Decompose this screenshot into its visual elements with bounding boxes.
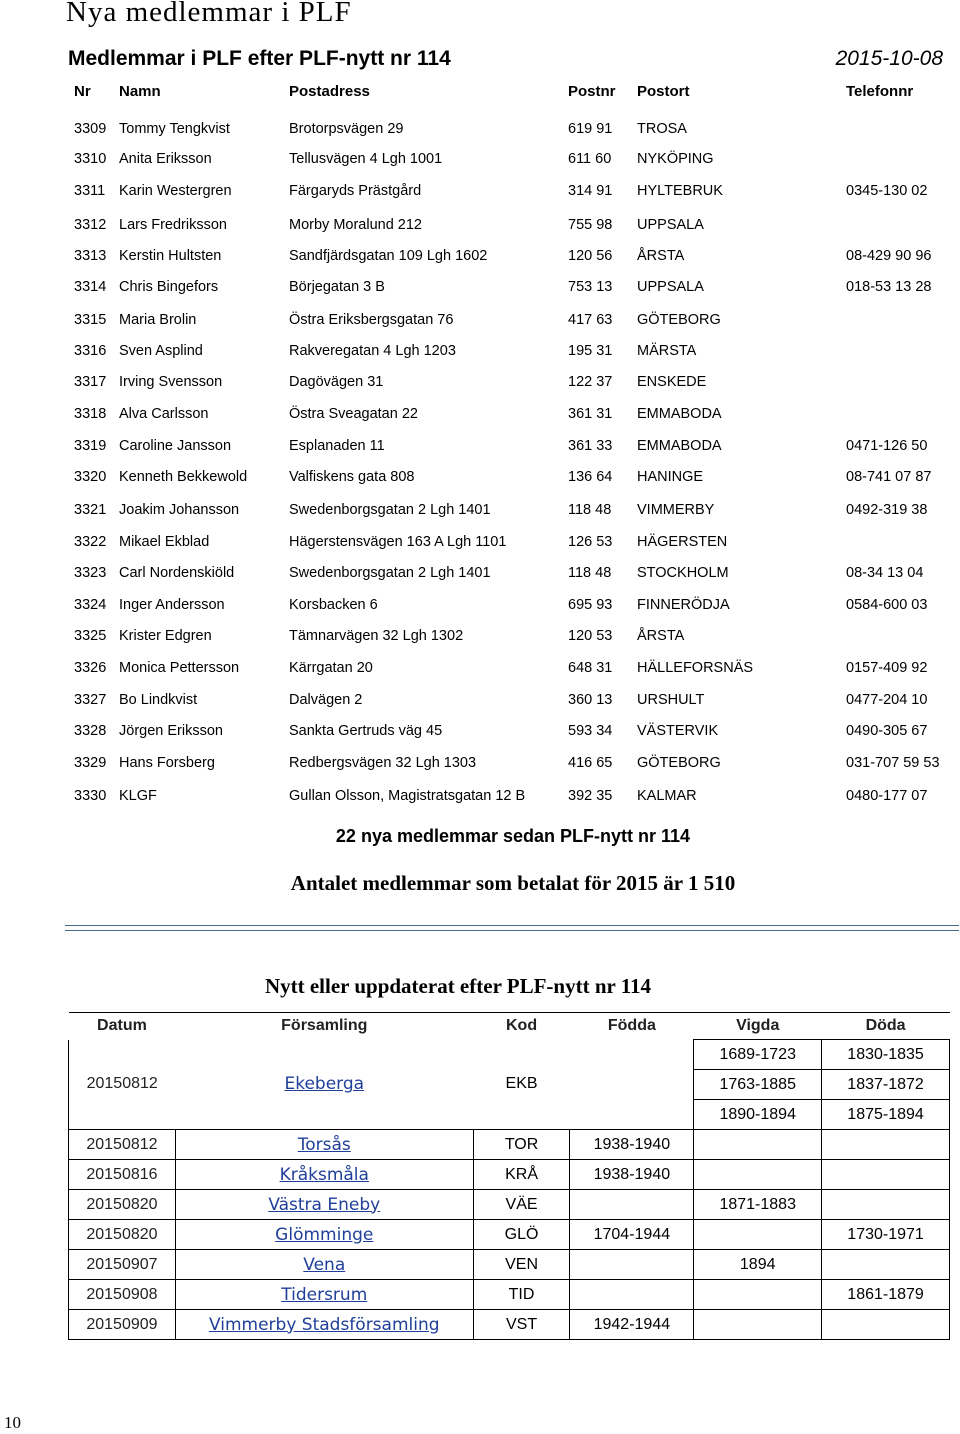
- cell-doda: 1730-1971: [822, 1220, 950, 1250]
- member-postnr: 195 31: [568, 343, 613, 359]
- member-postnr: 120 56: [568, 248, 613, 264]
- member-phone: 0477-204 10: [846, 692, 928, 708]
- header-doda: Döda: [822, 1013, 950, 1040]
- table-row: [69, 1130, 950, 1160]
- table-row: [0, 312, 960, 334]
- member-name: Maria Brolin: [119, 312, 197, 328]
- member-address: Sankta Gertruds väg 45: [289, 723, 443, 739]
- table-row: [69, 1190, 950, 1220]
- member-postort: EMMABODA: [637, 438, 722, 454]
- member-name: Monica Pettersson: [119, 660, 240, 676]
- member-postort: HANINGE: [637, 469, 704, 485]
- header-postnr: Postnr: [568, 83, 616, 100]
- member-postnr: 648 31: [568, 660, 613, 676]
- cell-kod: EKB: [505, 1075, 538, 1093]
- table-row: [0, 788, 960, 810]
- parish-link-vastra-eneby[interactable]: Västra Eneby: [268, 1194, 381, 1215]
- new-members-summary: 22 nya medlemmar sedan PLF-nytt nr 114: [335, 826, 691, 846]
- header-vigda: Vigda: [694, 1013, 822, 1040]
- header-datum: Datum: [69, 1013, 176, 1040]
- member-address: Sandfjärdsgatan 109 Lgh 1602: [289, 248, 488, 264]
- table-row: [0, 597, 960, 619]
- table-row: [69, 1220, 950, 1250]
- member-address: Östra Eriksbergsgatan 76: [289, 312, 454, 328]
- cell-forsamling: [175, 1130, 473, 1160]
- member-name: Bo Lindkvist: [119, 692, 198, 708]
- member-postnr: 122 37: [568, 374, 613, 390]
- member-phone: 0345-130 02: [846, 183, 928, 199]
- member-nr: 3327: [74, 692, 107, 708]
- cell-doda: 1837-1872: [822, 1070, 950, 1100]
- cell-vigda: 1763-1885: [694, 1070, 822, 1100]
- table-row: [0, 565, 960, 587]
- member-name: Anita Eriksson: [119, 151, 212, 167]
- member-postort: URSHULT: [637, 692, 705, 708]
- header-nr: Nr: [74, 83, 91, 100]
- member-address: Esplanaden 11: [289, 438, 385, 454]
- cell-doda: 1830-1835: [822, 1040, 950, 1070]
- member-address: Korsbacken 6: [289, 597, 378, 613]
- cell-vigda: [694, 1220, 822, 1250]
- member-phone: 08-34 13 04: [846, 565, 924, 581]
- member-name: Lars Fredriksson: [119, 217, 227, 233]
- member-address: Börjegatan 3 B: [289, 279, 385, 295]
- cell-datum: 20150820: [69, 1190, 176, 1220]
- cell-doda: [822, 1130, 950, 1160]
- member-address: Östra Sveagatan 22: [289, 406, 418, 422]
- cell-datum: 20150816: [69, 1160, 176, 1190]
- member-address: Tämnarvägen 32 Lgh 1302: [289, 628, 464, 644]
- table-row: [0, 151, 960, 173]
- member-nr: 3321: [74, 502, 107, 518]
- member-address: Brotorpsvägen 29: [289, 121, 404, 137]
- cell-datum: 20150908: [69, 1280, 176, 1310]
- member-postort: HÄLLEFORSNÄS: [637, 660, 754, 676]
- table-row: [69, 1040, 950, 1070]
- member-address: Dalvägen 2: [289, 692, 363, 708]
- member-phone: 0584-600 03: [846, 597, 928, 613]
- member-postnr: 120 53: [568, 628, 613, 644]
- cell-fodda: [570, 1190, 694, 1220]
- cell-fodda: 1942-1944: [570, 1310, 694, 1340]
- member-name: Alva Carlsson: [119, 406, 209, 422]
- header-postort: Postort: [637, 83, 690, 100]
- cell-vigda: [694, 1130, 822, 1160]
- member-postort: EMMABODA: [637, 406, 722, 422]
- member-nr: 3325: [74, 628, 107, 644]
- cell-vigda: [694, 1280, 822, 1310]
- member-address: Hägerstensvägen 163 A Lgh 1101: [289, 534, 507, 550]
- member-postnr: 619 91: [568, 121, 613, 137]
- member-postnr: 361 31: [568, 406, 613, 422]
- member-postort: UPPSALA: [637, 279, 704, 295]
- member-name: Jörgen Eriksson: [119, 723, 223, 739]
- member-postort: ÅRSTA: [637, 628, 685, 644]
- member-postnr: 118 48: [568, 502, 612, 518]
- parish-link-vimmerby[interactable]: Vimmerby Stadsförsamling: [208, 1314, 440, 1335]
- table-row: [0, 628, 960, 650]
- cell-forsamling: [175, 1220, 473, 1250]
- cell-datum: 20150812: [69, 1040, 176, 1130]
- table-row: [0, 534, 960, 556]
- header-forsamling: Församling: [175, 1013, 473, 1040]
- member-phone: 031-707 59 53: [846, 755, 940, 771]
- table-row: [69, 1280, 950, 1310]
- member-postnr: 126 53: [568, 534, 613, 550]
- cell-vigda: 1894: [694, 1250, 822, 1280]
- header-fodda: Födda: [570, 1013, 694, 1040]
- table-row: [0, 755, 960, 777]
- table-row: [69, 1160, 950, 1190]
- member-nr: 3326: [74, 660, 107, 676]
- member-nr: 3318: [74, 406, 107, 422]
- member-postnr: 755 98: [568, 217, 613, 233]
- cell-doda: 1861-1879: [822, 1280, 950, 1310]
- member-name: Caroline Jansson: [119, 438, 232, 454]
- member-name: Irving Svensson: [119, 374, 223, 390]
- member-postort: FINNERÖDJA: [637, 597, 730, 613]
- member-nr: 3316: [74, 343, 107, 359]
- member-name: Tommy Tengkvist: [119, 121, 230, 137]
- member-address: Rakveregatan 4 Lgh 1203: [289, 343, 456, 359]
- parish-section-title: Nytt eller uppdaterat efter PLF-nytt nr 114: [264, 974, 652, 998]
- header-postadress: Postadress: [289, 83, 370, 100]
- member-postort: MÄRSTA: [637, 343, 697, 359]
- cell-forsamling: [175, 1280, 473, 1310]
- parish-link-tidersrum[interactable]: Tidersrum: [281, 1284, 368, 1305]
- member-nr: 3317: [74, 374, 107, 390]
- member-nr: 3324: [74, 597, 107, 613]
- member-name: Inger Andersson: [119, 597, 225, 613]
- member-postnr: 611 60: [568, 151, 612, 167]
- member-name: Hans Forsberg: [119, 755, 215, 771]
- member-name: Joakim Johansson: [119, 502, 240, 518]
- member-phone: 0490-305 67: [846, 723, 928, 739]
- member-phone: 0471-126 50: [846, 438, 928, 454]
- cell-datum: 20150907: [69, 1250, 176, 1280]
- member-postnr: 361 33: [568, 438, 613, 454]
- table-row: [0, 217, 960, 239]
- member-address: Gullan Olsson, Magistratsgatan 12 B: [289, 788, 526, 804]
- cell-kod: TOR: [473, 1130, 570, 1160]
- member-postort: STOCKHOLM: [637, 565, 729, 581]
- member-phone: 0157-409 92: [846, 660, 928, 676]
- cell-forsamling: [175, 1310, 473, 1340]
- member-postnr: 360 13: [568, 692, 613, 708]
- member-phone: 0480-177 07: [846, 788, 928, 804]
- member-postort: HÄGERSTEN: [637, 534, 728, 550]
- cell-vigda: [694, 1310, 822, 1340]
- cell-vigda: 1689-1723: [694, 1040, 822, 1070]
- table-row: [0, 279, 960, 301]
- cell-fodda: [570, 1040, 694, 1130]
- member-postort: UPPSALA: [637, 217, 704, 233]
- cell-doda: 1875-1894: [822, 1100, 950, 1130]
- member-phone: 08-741 07 87: [846, 469, 932, 485]
- member-nr: 3320: [74, 469, 107, 485]
- member-nr: 3313: [74, 248, 107, 264]
- member-nr: 3329: [74, 755, 107, 771]
- member-address: Färgaryds Prästgård: [289, 183, 422, 199]
- list-subtitle: Medlemmar i PLF efter PLF-nytt nr 114: [68, 47, 451, 70]
- member-nr: 3328: [74, 723, 107, 739]
- member-postnr: 695 93: [568, 597, 613, 613]
- header-telefonnr: Telefonnr: [846, 83, 914, 100]
- page-number: 10: [4, 1413, 21, 1432]
- cell-fodda: 1704-1944: [570, 1220, 694, 1250]
- list-date: 2015-10-08: [835, 47, 943, 70]
- member-postort: GÖTEBORG: [637, 312, 721, 328]
- cell-fodda: [570, 1280, 694, 1310]
- cell-vigda: [694, 1160, 822, 1190]
- parish-link-kraksmala[interactable]: Kråksmåla: [279, 1164, 369, 1185]
- table-row: [0, 723, 960, 745]
- member-postort: HYLTEBRUK: [637, 183, 723, 199]
- member-postnr: 753 13: [568, 279, 613, 295]
- cell-fodda: 1938-1940: [570, 1130, 694, 1160]
- member-nr: 3330: [74, 788, 107, 804]
- member-name: Mikael Ekblad: [119, 534, 210, 550]
- cell-forsamling: [175, 1190, 473, 1220]
- cell-kod: KRÅ: [473, 1160, 570, 1190]
- member-address: Valfiskens gata 808: [289, 469, 415, 485]
- table-row: [0, 121, 960, 143]
- member-nr: 3310: [74, 151, 107, 167]
- member-postort: GÖTEBORG: [637, 755, 721, 771]
- parish-link-torsas[interactable]: Torsås: [297, 1134, 351, 1155]
- member-address: Tellusvägen 4 Lgh 1001: [289, 151, 443, 167]
- divider: [65, 925, 959, 931]
- member-postnr: 392 35: [568, 788, 613, 804]
- member-address: Dagövägen 31: [289, 374, 384, 390]
- member-postort: VÄSTERVIK: [637, 723, 719, 739]
- cell-doda: [822, 1250, 950, 1280]
- member-name: Kenneth Bekkewold: [119, 469, 248, 485]
- cell-fodda: 1938-1940: [570, 1160, 694, 1190]
- member-nr: 3319: [74, 438, 107, 454]
- members-header-row: [0, 83, 960, 105]
- table-row: [0, 406, 960, 428]
- cell-fodda: [570, 1250, 694, 1280]
- member-postnr: 593 34: [568, 723, 613, 739]
- table-row: [0, 183, 960, 205]
- cell-kod: VST: [473, 1310, 570, 1340]
- member-name: KLGF: [119, 788, 157, 804]
- cell-kod: VEN: [473, 1250, 570, 1280]
- cell-vigda: 1890-1894: [694, 1100, 822, 1130]
- member-postort: ENSKEDE: [637, 374, 707, 390]
- cell-datum: 20150820: [69, 1220, 176, 1250]
- table-row: [0, 374, 960, 396]
- member-name: Chris Bingefors: [119, 279, 219, 295]
- member-name: Sven Asplind: [119, 343, 203, 359]
- member-phone: 08-429 90 96: [846, 248, 932, 264]
- member-postort: NYKÖPING: [637, 151, 714, 167]
- member-nr: 3322: [74, 534, 107, 550]
- member-name: Carl Nordenskiöld: [119, 565, 235, 581]
- member-postnr: 118 48: [568, 565, 612, 581]
- table-row: [0, 438, 960, 460]
- member-address: Swedenborgsgatan 2 Lgh 1401: [289, 565, 491, 581]
- member-postnr: 314 91: [568, 183, 613, 199]
- member-postort: TROSA: [637, 121, 687, 137]
- member-nr: 3315: [74, 312, 107, 328]
- parish-table: [68, 1012, 950, 1340]
- member-address: Kärrgatan 20: [289, 660, 373, 676]
- cell-forsamling: [175, 1250, 473, 1280]
- member-postort: ÅRSTA: [637, 248, 685, 264]
- member-address: Morby Moralund 212: [289, 217, 422, 233]
- cell-datum: 20150909: [69, 1310, 176, 1340]
- table-row: [0, 469, 960, 491]
- member-address: Redbergsvägen 32 Lgh 1303: [289, 755, 477, 771]
- parish-link-vena[interactable]: Vena: [303, 1254, 346, 1275]
- member-phone: 0492-319 38: [846, 502, 928, 518]
- cell-doda: [822, 1310, 950, 1340]
- member-nr: 3311: [74, 183, 106, 199]
- table-row: [69, 1250, 950, 1280]
- member-phone: 018-53 13 28: [846, 279, 932, 295]
- paid-members-summary: Antalet medlemmar som betalat för 2015 är 1 510: [290, 871, 736, 895]
- cell-doda: [822, 1190, 950, 1220]
- member-name: Karin Westergren: [119, 183, 232, 199]
- page-title: Nya medlemmar i PLF: [66, 0, 352, 28]
- member-nr: 3323: [74, 565, 107, 581]
- member-postnr: 416 65: [568, 755, 613, 771]
- cell-vigda: 1871-1883: [694, 1190, 822, 1220]
- cell-kod: TID: [473, 1280, 570, 1310]
- member-postnr: 417 63: [568, 312, 613, 328]
- member-nr: 3309: [74, 121, 107, 137]
- table-row: [0, 248, 960, 270]
- cell-doda: [822, 1160, 950, 1190]
- member-postnr: 136 64: [568, 469, 613, 485]
- member-nr: 3312: [74, 217, 107, 233]
- member-postort: KALMAR: [637, 788, 697, 804]
- header-namn: Namn: [119, 83, 161, 100]
- table-row: [0, 343, 960, 365]
- parish-link-glomminge[interactable]: Glömminge: [275, 1224, 374, 1245]
- table-row: [0, 660, 960, 682]
- header-kod: Kod: [473, 1013, 570, 1040]
- member-name: Krister Edgren: [119, 628, 212, 644]
- table-row: [0, 502, 960, 524]
- member-postort: VIMMERBY: [637, 502, 715, 518]
- member-name: Kerstin Hultsten: [119, 248, 222, 264]
- table-row: [0, 692, 960, 714]
- member-address: Swedenborgsgatan 2 Lgh 1401: [289, 502, 491, 518]
- parish-link-ekeberga[interactable]: Ekeberga: [284, 1074, 365, 1095]
- cell-forsamling: [175, 1040, 473, 1130]
- cell-kod: GLÖ: [473, 1220, 570, 1250]
- parish-header-row: [69, 1013, 950, 1040]
- table-row: [69, 1310, 950, 1340]
- cell-kod: VÄE: [473, 1190, 570, 1220]
- cell-datum: 20150812: [69, 1130, 176, 1160]
- member-nr: 3314: [74, 279, 107, 295]
- cell-forsamling: [175, 1160, 473, 1190]
